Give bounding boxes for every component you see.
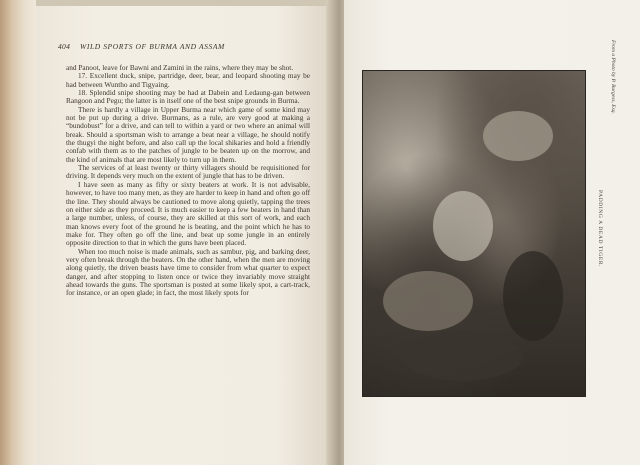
- photo-detail: [403, 331, 523, 381]
- plate-caption: PADDING A DEAD TIGER.: [597, 190, 603, 268]
- page-number: 404: [58, 42, 71, 51]
- photo-detail: [433, 191, 493, 261]
- paragraph: 18. Splendid snipe shooting may be had at Dabein and Ledaung-gan between Rangoon and Pegu; the latter is in itself one of the best snipe grounds in Burma.: [66, 88, 310, 106]
- photo-detail: [503, 251, 563, 341]
- photo-detail: [383, 271, 473, 331]
- paragraph: There is hardly a village in Upper Burma near which game of some kind may not be put up during a drive. Burmans, as a rule, are very good at making a “bundobust” for a drive, and can tell to within a yard or two where an animal will break. Should a sportsman wish to arrange a beat near a village, he should notify the thugyi the night before, and also call up the local shikaries and hold a friendly confab with them as to the patches of jungle to be beaten up on the morrow, and the kind of animals that are most likely to turn up in them.: [66, 104, 310, 164]
- body-text: [66, 64, 310, 298]
- photo-plate: [362, 70, 586, 397]
- book-edge: [0, 0, 36, 465]
- paragraph: 17. Excellent duck, snipe, partridge, deer, bear, and leopard shooting may be had between Wuntho and Tigyaing.: [66, 71, 310, 89]
- photo-detail: [483, 111, 553, 161]
- plate-credit: From a Photo by P. Burgess, Esq.: [610, 40, 616, 114]
- paragraph: and Panoot, leave for Bawni and Zamini in the rains, where they may be shot.: [66, 63, 294, 72]
- paragraph: When too much noise is made animals, such as sambur, pig, and barking deer, very often break through the beaters. On the other hand, when the men are moving along quietly, the driven beasts have time to consider from what quarter to expect danger, and after stopping to listen once or twice they invariably move straight ahead towards the guns. The sportsman is posted at some likely spot, a cart-track, for instance, or an open glade; in fact, the most likely spots for: [66, 246, 310, 298]
- running-head: WILD SPORTS OF BURMA AND ASSAM: [80, 42, 225, 51]
- paragraph: I have seen as many as fifty or sixty beaters at work. It is not advisable, however, to have too many men, as they are harder to keep in hand and often go off the line. They should always be cautioned to move along quietly, tapping the trees on either side as they proceed. It is much easier to keep a few beaters in hand than a large number, unless, of course, they are skilled at this sort of work, and each man knows every foot of the ground he is beating, and the point which he has to make for. They often go off the line, and beat up some jungle in an entirely opposite direction to that in which the guns have been placed.: [66, 179, 310, 248]
- paragraph: The services of at least twenty or thirty villagers should be requisitioned for driving. It depends very much on the extent of jungle that has to be driven.: [66, 163, 310, 181]
